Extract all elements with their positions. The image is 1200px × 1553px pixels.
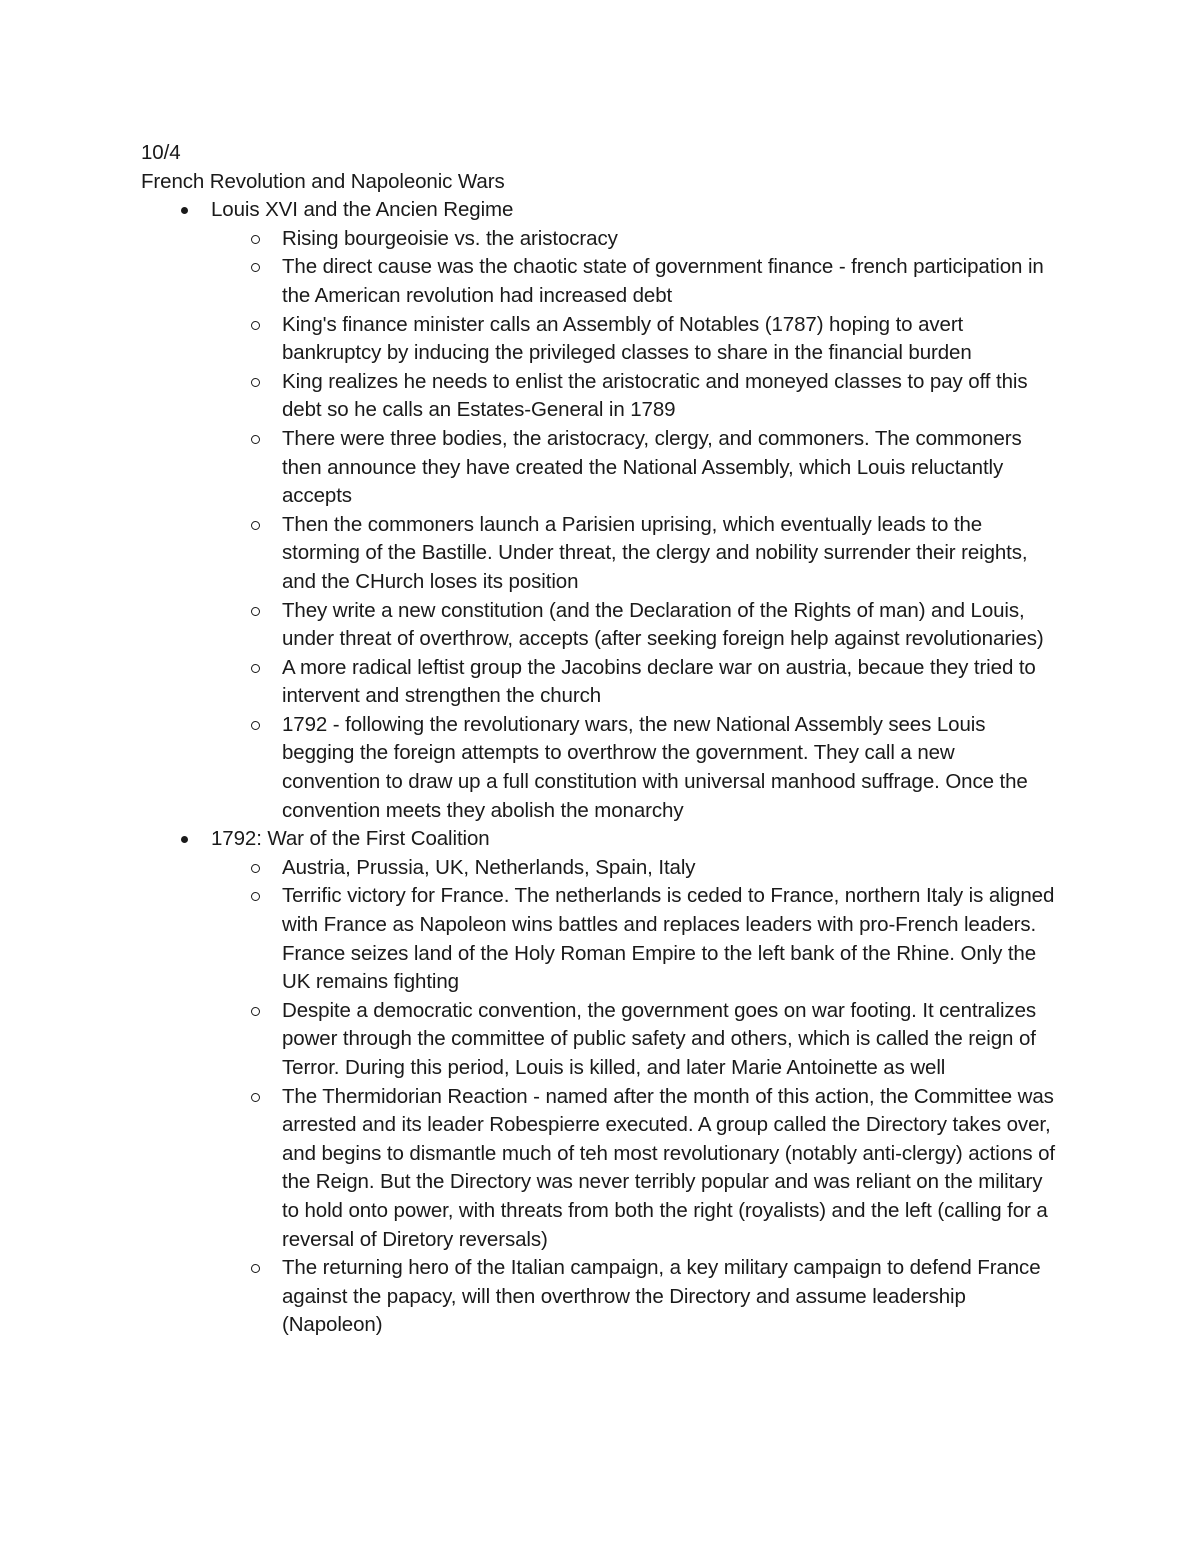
list-item — [141, 1254, 1071, 1340]
list-item-text: Then the commoners launch a Parisien uprising, which eventually leads to the storming of the Bastille. Under threat, the clergy and nobility surrender their reights, and the CHurch loses its position — [282, 512, 1028, 593]
outline-section — [141, 825, 1071, 1340]
sub-list — [211, 225, 1071, 825]
list-item-text: There were three bodies, the aristocracy, clergy, and commoners. The commoners then announce they have created the National Assembly, which Louis reluctantly accepts — [282, 426, 1022, 508]
list-item-text: They write a new constitution (and the Declaration of the Rights of man) and Louis, under threat of overthrow, accepts (after seeking foreign help against revolutionaries) — [282, 598, 1044, 651]
circle-bullet-icon — [251, 1264, 260, 1273]
document-body — [141, 139, 1071, 1340]
list-item-text: King realizes he needs to enlist the aristocratic and moneyed classes to pay off this debt so he calls an Estates-General in 1789 — [282, 369, 1028, 422]
outline-list — [141, 196, 1071, 1340]
list-item — [141, 1083, 1071, 1255]
section-heading: Louis XVI and the Ancien Regime — [211, 198, 514, 222]
disc-bullet-icon — [181, 207, 188, 214]
list-item — [141, 711, 1071, 825]
circle-bullet-icon — [251, 321, 260, 330]
sub-list — [211, 854, 1071, 1340]
list-item — [141, 253, 1071, 310]
circle-bullet-icon — [251, 435, 260, 444]
circle-bullet-icon — [251, 263, 260, 272]
disc-bullet-icon — [181, 836, 188, 843]
list-item — [141, 882, 1071, 996]
note-date: 10/4 — [141, 141, 181, 164]
list-item-text: Despite a democratic convention, the government goes on war footing. It centralizes power through the committee of public safety and others, which is called the reign of Terror. During this period, Louis is killed, and later Marie Antoinette as well — [282, 998, 1037, 1079]
outline-section — [141, 196, 1071, 825]
list-item — [141, 597, 1071, 654]
list-item — [141, 225, 1071, 254]
circle-bullet-icon — [251, 892, 260, 901]
circle-bullet-icon — [251, 664, 260, 673]
list-item-text: Rising bourgeoisie vs. the aristocracy — [282, 226, 618, 250]
circle-bullet-icon — [251, 1093, 260, 1102]
list-item-text: The direct cause was the chaotic state of government finance - french participation in the American revolution had increased debt — [282, 255, 1044, 307]
circle-bullet-icon — [251, 864, 260, 873]
list-item — [141, 511, 1071, 597]
list-item-text: The returning hero of the Italian campaign, a key military campaign to defend France against the papacy, will then overthrow the Directory and assume leadership (Napoleon) — [282, 1256, 1041, 1337]
list-item — [141, 854, 1071, 883]
list-item-text: Austria, Prussia, UK, Netherlands, Spain, Italy — [282, 855, 696, 879]
list-item — [141, 997, 1071, 1083]
circle-bullet-icon — [251, 235, 260, 244]
section-heading: 1792: War of the First Coalition — [211, 827, 490, 851]
circle-bullet-icon — [251, 521, 260, 530]
list-item — [141, 368, 1071, 425]
list-item — [141, 654, 1071, 711]
list-item-text: Terrific victory for France. The netherlands is ceded to France, northern Italy is aligned with France as Napoleon wins battles and replaces leaders with pro-French leaders. France seizes land of the Holy Roman Empire to the left bank of the Rhine. Only the UK remains fighting — [282, 884, 1055, 994]
list-item-text: The Thermidorian Reaction - named after the month of this action, the Committee was arrested and its leader Robespierre executed. A group called the Directory takes over, and begins to dismantle much of teh most revolutionary (notably anti-clergy) actions of the Reign. But the Directory was never terribly popular and was reliant on the military to hold onto power, with threats from both the right (royalists) and the left (calling for a reversal of Diretory reversals) — [282, 1084, 1055, 1251]
list-item — [141, 311, 1071, 368]
list-item — [141, 425, 1071, 511]
circle-bullet-icon — [251, 721, 260, 730]
circle-bullet-icon — [251, 607, 260, 616]
circle-bullet-icon — [251, 1007, 260, 1016]
list-item-text: King's finance minister calls an Assembly of Notables (1787) hoping to avert bankruptcy by inducing the privileged classes to share in the financial burden — [282, 312, 972, 365]
list-item-text: 1792 - following the revolutionary wars, the new National Assembly sees Louis begging the foreign attempts to overthrow the government. They call a new convention to draw up a full constitution with universal manhood suffrage. Once the convention meets they abolish the monarchy — [282, 712, 1028, 822]
circle-bullet-icon — [251, 378, 260, 387]
list-item-text: A more radical leftist group the Jacobins declare war on austria, becaue they tried to intervent and strengthen the church — [282, 655, 1036, 708]
note-title: French Revolution and Napoleonic Wars — [141, 169, 505, 193]
